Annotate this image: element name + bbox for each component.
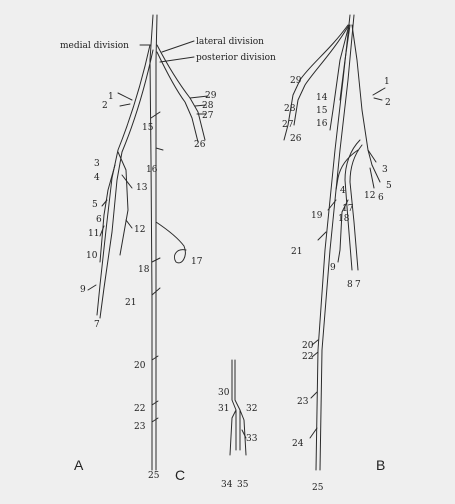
b-label-18: 18 xyxy=(338,214,350,224)
b-label-22: 22 xyxy=(302,352,314,362)
a-branch-12 xyxy=(126,220,132,228)
a-branch-20 xyxy=(152,356,158,360)
a-main-trunk xyxy=(150,15,153,470)
a-branch-22 xyxy=(152,401,158,405)
panel-a-letter: A xyxy=(74,457,84,473)
a-label-27: 27 xyxy=(202,111,214,121)
a-branch-16 xyxy=(156,148,163,150)
panel-a xyxy=(60,15,276,481)
a-label-12: 12 xyxy=(134,225,146,235)
a-label-3: 3 xyxy=(94,159,100,169)
caption-posterior-division: posterior division xyxy=(196,53,276,63)
b-label-21: 21 xyxy=(291,247,303,257)
a-label-28: 28 xyxy=(202,101,214,111)
b-label-15: 15 xyxy=(316,106,328,116)
a-label-7: 7 xyxy=(94,320,100,330)
a-label-23: 23 xyxy=(134,422,146,432)
b-label-24: 24 xyxy=(292,439,304,449)
a-branch-1-2 xyxy=(118,93,132,106)
a-label-5: 5 xyxy=(92,200,98,210)
b-label-2: 2 xyxy=(385,98,391,108)
b-label-4: 4 xyxy=(340,186,346,196)
b-label-17: 17 xyxy=(342,204,354,214)
b-label-3: 3 xyxy=(382,165,388,175)
a-label-16: 16 xyxy=(146,165,158,175)
c-label-31: 31 xyxy=(218,404,230,414)
b-branch-23 xyxy=(311,392,317,398)
c-label-32: 32 xyxy=(246,404,258,414)
b-branch-1-2 xyxy=(373,88,385,100)
b-label-27: 27 xyxy=(282,120,294,130)
a-label-6: 6 xyxy=(96,215,102,225)
a-label-1: 1 xyxy=(108,92,114,102)
c-label-34: 34 xyxy=(221,480,233,490)
caption-lateral-division: lateral division xyxy=(196,37,264,47)
b-label-14: 14 xyxy=(316,93,328,103)
a-label-21: 21 xyxy=(125,298,137,308)
caption-lateral-leader xyxy=(162,41,194,52)
a-label-25: 25 xyxy=(148,471,160,481)
b-label-28: 28 xyxy=(284,104,296,114)
b-label-23: 23 xyxy=(297,397,309,407)
a-label-20: 20 xyxy=(134,361,146,371)
b-branch-24 xyxy=(310,428,317,438)
b-label-9: 9 xyxy=(330,263,336,273)
a-branch-17 xyxy=(156,222,186,263)
b-label-6: 6 xyxy=(378,193,384,203)
panel-b xyxy=(282,15,392,493)
a-posterior-division xyxy=(157,52,198,142)
a-label-2: 2 xyxy=(102,101,108,111)
panel-b-letter: B xyxy=(376,457,386,473)
b-label-1: 1 xyxy=(384,77,390,87)
a-label-11: 11 xyxy=(88,229,100,239)
a-label-17: 17 xyxy=(191,257,203,267)
a-branch-9 xyxy=(88,285,96,290)
b-label-16: 16 xyxy=(316,119,328,129)
c-label-35: 35 xyxy=(237,480,249,490)
caption-medial-division: medial division xyxy=(60,41,129,51)
c-label-30: 30 xyxy=(218,388,230,398)
b-branch-21 xyxy=(318,232,326,240)
a-label-13: 13 xyxy=(136,183,148,193)
b-label-8: 8 xyxy=(347,280,353,290)
a-label-29: 29 xyxy=(205,91,217,101)
a-label-4: 4 xyxy=(94,173,100,183)
b-branch-right xyxy=(352,25,372,165)
a-branch-23 xyxy=(152,418,158,422)
b-label-26: 26 xyxy=(290,134,302,144)
b-label-7: 7 xyxy=(355,280,361,290)
a-label-18: 18 xyxy=(138,265,150,275)
a-label-26: 26 xyxy=(194,140,206,150)
panel-c-letter: C xyxy=(175,467,186,483)
b-label-19: 19 xyxy=(311,211,323,221)
a-label-10: 10 xyxy=(86,251,98,261)
b-label-12: 12 xyxy=(364,191,376,201)
a-label-15: 15 xyxy=(142,123,154,133)
c-label-33: 33 xyxy=(246,434,258,444)
b-label-29: 29 xyxy=(290,76,302,86)
a-label-22: 22 xyxy=(134,404,146,414)
b-branch-5-6 xyxy=(370,165,380,188)
panel-c xyxy=(175,360,258,490)
b-label-5: 5 xyxy=(386,181,392,191)
a-label-9: 9 xyxy=(80,285,86,295)
b-label-25: 25 xyxy=(312,483,324,493)
b-label-20: 20 xyxy=(302,341,314,351)
